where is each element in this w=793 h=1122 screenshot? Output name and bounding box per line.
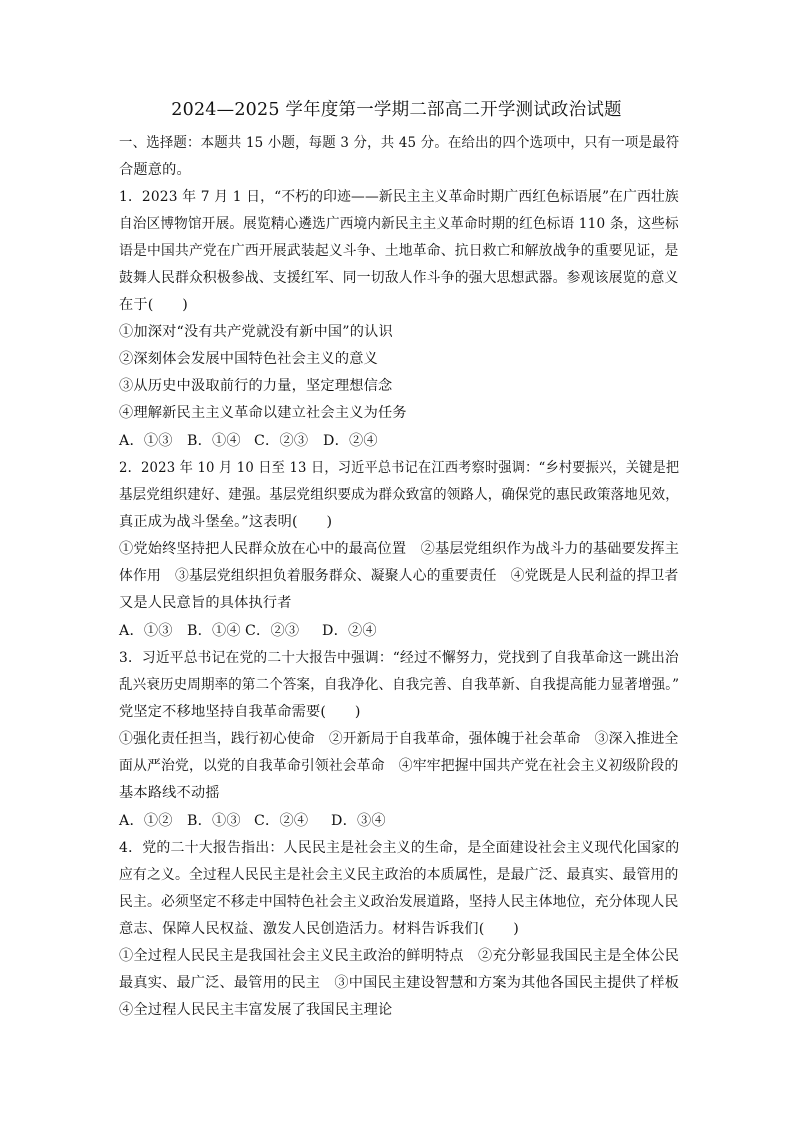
question-3-stem-line: 乱兴衰历史周期率的第二个答案，自我净化、自我完善、自我革新、自我提高能力显著增强。”: [119, 677, 680, 693]
section-instruction-line: 合题意的。: [119, 162, 191, 178]
question-1-stem-line: 鼓舞人民群众积极参战、支援红军、同一切敌人作斗争的强大思想武器。参观该展览的意义: [119, 270, 679, 286]
question-1-options: [119, 431, 378, 451]
question-1-stem-line: 语是中国共产党在广西开展武装起义斗争、土地革命、抗日救亡和解放战争的重要见证，是: [119, 243, 679, 259]
question-2-statements-line: 体作用 ③基层党组织担负着服务群众、凝聚人心的重要责任 ④党既是人民利益的捍卫者: [119, 568, 679, 584]
question-2-statements-line: ①党始终坚持把人民群众放在心中的最高位置 ②基层党组织作为战斗力的基础要发挥主: [119, 541, 680, 557]
question-2-options: [119, 621, 377, 641]
option-d: D．③④: [331, 813, 386, 829]
question-3-statements-line: ①强化责任担当，践行初心使命 ②开新局于自我革命，强体魄于社会革命 ③深入推进全: [119, 731, 679, 747]
option-b: B．①④: [187, 433, 241, 449]
question-1-stem-line: 1．2023 年 7 月 1 日，“不朽的印迹——新民主主义革命时期广西红色标语展”在广西壮族: [119, 189, 679, 205]
question-1-statement: ④理解新民主主义革命以建立社会主义为任务: [119, 405, 407, 421]
question-3-options: [119, 811, 386, 831]
question-1-statement: ③从历史中汲取前行的力量，坚定理想信念: [119, 378, 393, 394]
option-a: A．①③: [119, 433, 173, 449]
question-2-statements-line: 又是人民意旨的具体执行者: [119, 595, 292, 611]
option-d: D．②④: [323, 433, 378, 449]
question-4-statements-line: 最真实、最广泛、最管用的民主 ③中国民主建设智慧和方案为其他各国民主提供了样板: [119, 975, 680, 991]
question-1-statement: ②深刻体会发展中国特色社会主义的意义: [119, 351, 378, 367]
option-a: A．①③: [119, 623, 173, 639]
question-1-statement: ①加深对“没有共产党就没有新中国”的认识: [119, 324, 393, 340]
question-2-stem-line: 真正成为战斗堡垒。”这表明( ): [119, 514, 333, 530]
option-c: C．②④: [254, 813, 309, 829]
option-b: B．①④: [187, 623, 241, 639]
question-4-statements-line: ①全过程人民民主是我国社会主义民主政治的鲜明特点 ②充分彰显我国民主是全体公民: [119, 948, 680, 964]
question-4-stem-line: 4．党的二十大报告指出：人民民主是社会主义的生命，是全面建设社会主义现代化国家的: [119, 840, 680, 856]
option-a: A．①②: [119, 813, 173, 829]
section-instruction-line: 一、选择题：本题共 15 小题，每题 3 分，共 45 分。在给出的四个选项中，只有一项是最符: [119, 135, 680, 151]
question-4-stem-line: 意志、保障人民权益、激发人民创造活力。材料告诉我们( ): [119, 921, 519, 937]
question-1-stem-line: 在于( ): [119, 297, 189, 313]
question-4-stem-line: 民主。必须坚定不移走中国特色社会主义政治发展道路，坚持人民主体地位，充分体现人民: [119, 894, 679, 910]
question-1-stem-line: 自治区博物馆开展。展览精心遴选广西境内新民主主义革命时期的红色标语 110 条，这些标: [119, 216, 679, 232]
question-4-stem-line: 应有之义。全过程人民民主是社会主义民主政治的本质属性，是最广泛、最真实、最管用的: [119, 867, 679, 883]
question-2-stem-line: 基层党组织建好、建强。基层党组织要成为群众致富的领路人，确保党的惠民政策落地见效，: [119, 487, 679, 503]
question-3-statements-line: 基本路线不动摇: [119, 785, 220, 801]
option-c: C．②③: [254, 433, 309, 449]
question-2-stem-line: 2．2023 年 10 月 10 日至 13 日，习近平总书记在江西考察时强调：“乡村要振兴，关键是把: [119, 460, 680, 476]
question-3-statements-line: 面从严治党，以党的自我革命引领社会革命 ④牢牢把握中国共产党在社会主义初级阶段的: [119, 758, 679, 774]
question-3-stem-line: 党坚定不移地坚持自我革命需要( ): [119, 704, 361, 720]
option-b: B．①③: [187, 813, 241, 829]
option-d: D．②④: [322, 623, 377, 639]
question-3-stem-line: 3．习近平总书记在党的二十大报告中强调：“经过不懈努力，党找到了自我革命这一跳出治: [119, 650, 679, 666]
question-4-statements-line: ④全过程人民民主丰富发展了我国民主理论: [119, 1002, 393, 1018]
exam-title: 2024—2025 学年度第一学期二部高二开学测试政治试题: [171, 100, 622, 120]
option-c: C．②③: [245, 623, 300, 639]
